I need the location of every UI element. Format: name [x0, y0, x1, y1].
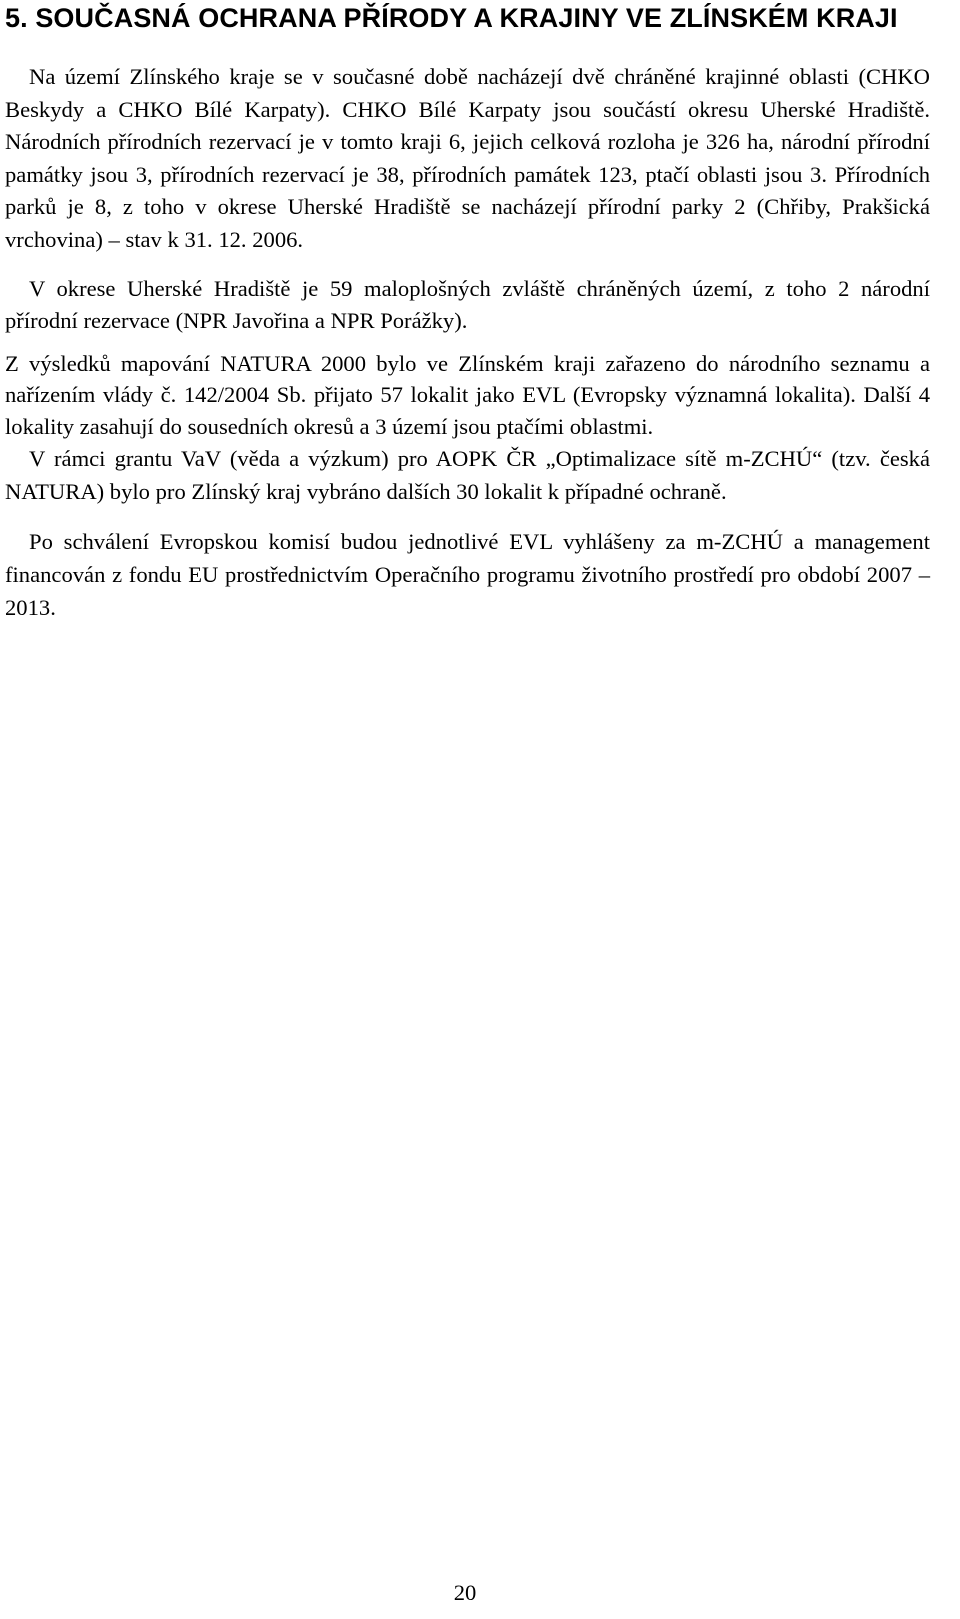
paragraph-european-commission: Po schválení Evropskou komisí budou jednotlivé EVL vyhlášeny za m-ZCHÚ a management financován z fondu EU prostřednictvím Operačního programu životního prostředí pro období 2007 – 2013. [5, 529, 930, 621]
page-number: 20 [453, 1580, 477, 1605]
document-page [5, 0, 930, 624]
paragraph-natura-2000: Z výsledků mapování NATURA 2000 bylo ve Zlínském kraji zařazeno do národního seznamu a nařízením vlády č. 142/2004 Sb. přijato 57 lokalit jako EVL (Evropsky významná lokalita). Další 4 lokality zasahují do sousedních okresů a 3 území jsou ptačími oblastmi. [5, 350, 930, 439]
paragraph-grant-vav: V rámci grantu VaV (věda a výzkum) pro AOPK ČR „Optimalizace sítě m-ZCHÚ“ (tzv. česká NATURA) bylo pro Zlínský kraj vybráno dalších 30 lokalit k případné ochraně. [5, 446, 930, 505]
paragraph-uherske-hradiste: V okrese Uherské Hradiště je 59 maloplošných zvláště chráněných území, z toho 2 národní přírodní rezervace (NPR Javořina a NPR Porážky). [5, 275, 930, 334]
section-heading: 5. SOUČASNÁ OCHRANA PŘÍRODY A KRAJINY VE ZLÍNSKÉM KRAJI [5, 3, 898, 33]
paragraph-protected-areas: Na území Zlínského kraje se v současné době nacházejí dvě chráněné krajinné oblasti (CHKO Beskydy a CHKO Bílé Karpaty). CHKO Bílé Karpaty jsou součástí okresu Uherské Hradiště. Národních přírodních rezervací je v tomto kraji 6, jejich celková rozloha je 326 ha, národní přírodní památky jsou 3, přírodních rezervací je 38, přírodních památek 123, ptačí oblasti jsou 3. Přírodních parků je 8, z toho v okrese Uherské Hradiště se nacházejí přírodní parky 2 (Chřiby, Prakšická vrchovina) – stav k 31. 12. 2006. [5, 64, 930, 252]
